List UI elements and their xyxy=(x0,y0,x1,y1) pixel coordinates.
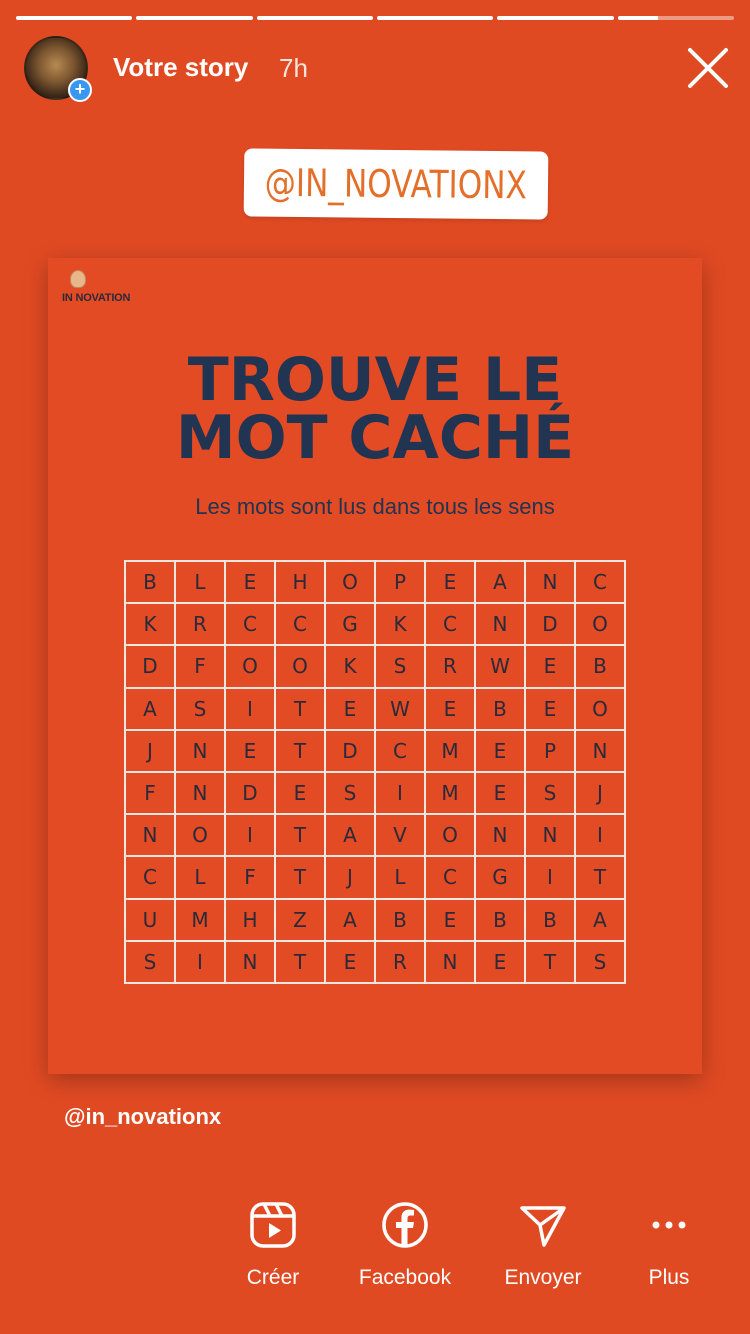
grid-cell: O xyxy=(325,561,375,603)
post-title-line1: TROUVE LE xyxy=(187,345,563,415)
grid-cell: T xyxy=(275,941,325,983)
close-icon xyxy=(686,46,730,90)
story-time: 7h xyxy=(279,53,308,83)
grid-cell: E xyxy=(425,688,475,730)
grid-cell: S xyxy=(525,772,575,814)
grid-cell: K xyxy=(125,603,175,645)
grid-cell: G xyxy=(475,856,525,898)
grid-cell: F xyxy=(125,772,175,814)
grid-cell: S xyxy=(575,941,625,983)
grid-cell: R xyxy=(375,941,425,983)
send-icon xyxy=(518,1200,568,1250)
grid-cell: N xyxy=(175,730,225,772)
grid-cell: M xyxy=(425,772,475,814)
grid-cell: E xyxy=(325,688,375,730)
grid-cell: E xyxy=(225,561,275,603)
grid-cell: A xyxy=(125,688,175,730)
grid-cell: A xyxy=(575,899,625,941)
grid-cell: I xyxy=(575,814,625,856)
grid-cell: D xyxy=(525,603,575,645)
grid-cell: I xyxy=(175,941,225,983)
grid-cell: N xyxy=(525,561,575,603)
create-label: Créer xyxy=(246,1266,300,1289)
grid-cell: I xyxy=(375,772,425,814)
grid-cell: B xyxy=(525,899,575,941)
grid-cell: E xyxy=(425,561,475,603)
more-icon xyxy=(644,1200,694,1250)
grid-cell: D xyxy=(225,772,275,814)
grid-cell: C xyxy=(575,561,625,603)
grid-cell: F xyxy=(225,856,275,898)
post-caption[interactable]: @in_novationx xyxy=(64,1104,222,1129)
grid-cell: E xyxy=(525,688,575,730)
grid-cell: S xyxy=(175,688,225,730)
more-label: Plus xyxy=(648,1266,690,1289)
grid-cell: K xyxy=(375,603,425,645)
post-subtitle: Les mots sont lus dans tous les sens xyxy=(195,494,555,519)
close-button[interactable] xyxy=(686,46,730,90)
grid-cell: O xyxy=(575,603,625,645)
progress-segment xyxy=(257,16,373,20)
facebook-label: Facebook xyxy=(358,1266,452,1289)
grid-cell: O xyxy=(575,688,625,730)
progress-segment xyxy=(16,16,132,20)
grid-cell: H xyxy=(225,899,275,941)
grid-cell: K xyxy=(325,645,375,687)
progress-segment xyxy=(136,16,252,20)
grid-cell: H xyxy=(275,561,325,603)
grid-cell: L xyxy=(175,561,225,603)
grid-cell: N xyxy=(525,814,575,856)
grid-cell: M xyxy=(175,899,225,941)
shared-post[interactable] xyxy=(48,258,702,1074)
grid-cell: S xyxy=(325,772,375,814)
grid-cell: E xyxy=(275,772,325,814)
grid-cell: I xyxy=(225,814,275,856)
grid-cell: P xyxy=(525,730,575,772)
grid-cell: F xyxy=(175,645,225,687)
grid-cell: O xyxy=(275,645,325,687)
brand-logo xyxy=(62,268,162,312)
grid-cell: I xyxy=(225,688,275,730)
grid-cell: G xyxy=(325,603,375,645)
grid-cell: T xyxy=(575,856,625,898)
post-title-line2: MOT CACHÉ xyxy=(175,403,575,473)
grid-cell: S xyxy=(375,645,425,687)
grid-cell: N xyxy=(175,772,225,814)
grid-cell: D xyxy=(325,730,375,772)
grid-cell: R xyxy=(425,645,475,687)
grid-cell: C xyxy=(275,603,325,645)
grid-cell: B xyxy=(125,561,175,603)
grid-cell: L xyxy=(375,856,425,898)
story-header xyxy=(24,36,730,102)
progress-segment xyxy=(377,16,493,20)
grid-cell: T xyxy=(275,814,325,856)
grid-cell: J xyxy=(325,856,375,898)
grid-cell: T xyxy=(275,688,325,730)
grid-cell: A xyxy=(475,561,525,603)
grid-cell: A xyxy=(325,899,375,941)
grid-cell: J xyxy=(125,730,175,772)
mention-sticker[interactable] xyxy=(244,148,549,219)
grid-cell: C xyxy=(425,856,475,898)
grid-cell: B xyxy=(475,688,525,730)
send-label: Envoyer xyxy=(504,1266,582,1289)
mention-text: @IN_NOVATIONX xyxy=(264,160,528,208)
grid-cell: C xyxy=(375,730,425,772)
grid-cell: M xyxy=(425,730,475,772)
grid-cell: C xyxy=(125,856,175,898)
more-button[interactable] xyxy=(604,1200,734,1290)
grid-cell: E xyxy=(425,899,475,941)
grid-cell: V xyxy=(375,814,425,856)
progress-segment xyxy=(497,16,613,20)
grid-cell: D xyxy=(125,645,175,687)
grid-cell: J xyxy=(575,772,625,814)
word-search-grid xyxy=(124,560,626,984)
grid-cell: R xyxy=(175,603,225,645)
facebook-button[interactable] xyxy=(340,1200,470,1290)
grid-cell: Z xyxy=(275,899,325,941)
facebook-icon xyxy=(380,1200,430,1250)
grid-cell: N xyxy=(125,814,175,856)
grid-cell: E xyxy=(225,730,275,772)
grid-cell: C xyxy=(425,603,475,645)
story-actions xyxy=(0,1200,750,1310)
brand-text: IN NOVATION xyxy=(62,292,131,304)
reels-icon xyxy=(248,1200,298,1250)
lightbulb-icon xyxy=(70,270,86,288)
grid-cell: T xyxy=(525,941,575,983)
story-progress xyxy=(16,16,734,20)
story-title[interactable]: Votre story xyxy=(113,52,249,82)
progress-segment-current xyxy=(618,16,734,20)
grid-cell: T xyxy=(275,730,325,772)
grid-cell: E xyxy=(525,645,575,687)
grid-cell: C xyxy=(225,603,275,645)
add-story-icon[interactable]: + xyxy=(68,78,92,102)
grid-cell: N xyxy=(475,603,525,645)
grid-cell: B xyxy=(575,645,625,687)
grid-cell: U xyxy=(125,899,175,941)
grid-cell: I xyxy=(525,856,575,898)
grid-cell: S xyxy=(125,941,175,983)
grid-cell: P xyxy=(375,561,425,603)
grid-cell: O xyxy=(175,814,225,856)
grid-cell: N xyxy=(425,941,475,983)
grid-cell: O xyxy=(425,814,475,856)
grid-cell: L xyxy=(175,856,225,898)
grid-cell: W xyxy=(475,645,525,687)
grid-cell: T xyxy=(275,856,325,898)
grid-cell: E xyxy=(475,730,525,772)
grid-cell: O xyxy=(225,645,275,687)
create-button[interactable] xyxy=(208,1200,338,1290)
grid-cell: W xyxy=(375,688,425,730)
grid-cell: N xyxy=(225,941,275,983)
grid-cell: B xyxy=(475,899,525,941)
grid-cell: B xyxy=(375,899,425,941)
grid-cell: E xyxy=(475,941,525,983)
send-button[interactable] xyxy=(478,1200,608,1290)
grid-cell: N xyxy=(575,730,625,772)
grid-cell: A xyxy=(325,814,375,856)
grid-cell: E xyxy=(325,941,375,983)
grid-cell: N xyxy=(475,814,525,856)
grid-cell: E xyxy=(475,772,525,814)
